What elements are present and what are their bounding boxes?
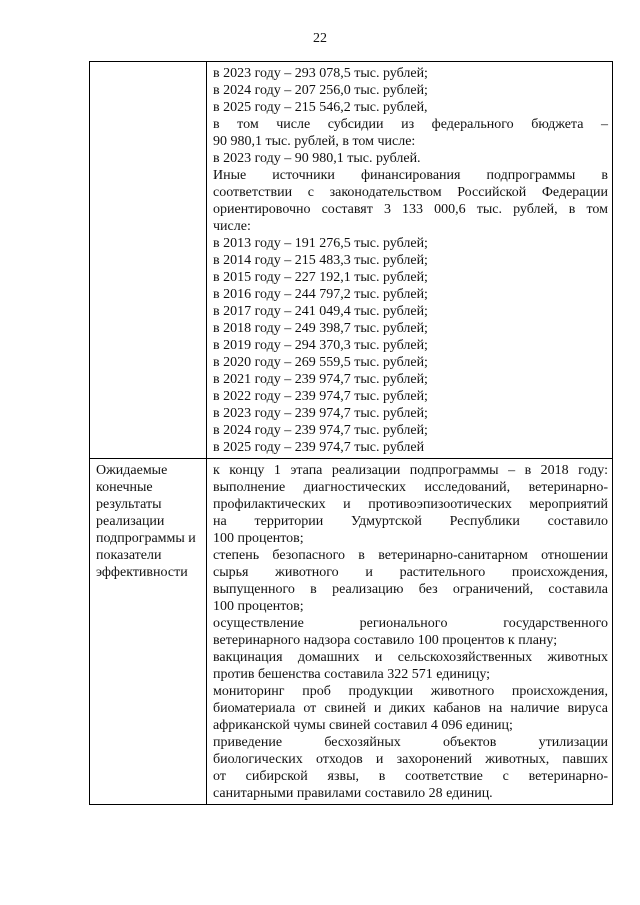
text-line: в 2025 году – 215 546,2 тыс. рублей, bbox=[213, 100, 428, 115]
text-line: выполнение диагностических исследований, ветеринарно- bbox=[213, 480, 608, 495]
text-line: 100 процентов; bbox=[213, 599, 304, 614]
text-line: биологических отходов и захоронений животных, павших bbox=[213, 752, 608, 767]
text-line: в 2016 году – 244 797,2 тыс. рублей; bbox=[213, 287, 428, 302]
text-line: в 2015 году – 227 192,1 тыс. рублей; bbox=[213, 270, 428, 285]
label-line: Ожидаемые bbox=[96, 463, 168, 478]
expected-results-label bbox=[90, 459, 207, 805]
text-line: в 2019 году – 294 370,3 тыс. рублей; bbox=[213, 338, 428, 353]
table-row-financing bbox=[90, 62, 613, 459]
label-line: конечные bbox=[96, 480, 153, 495]
text-line: степень безопасного в ветеринарно-санитарном отношении bbox=[213, 548, 608, 563]
label-line: результаты bbox=[96, 497, 162, 512]
text-line: от сибирской язвы, в соответствие с ветеринарно- bbox=[213, 769, 608, 784]
text-line: в 2013 году – 191 276,5 тыс. рублей; bbox=[213, 236, 428, 251]
text-line: ориентировочно составят 3 133 000,6 тыс. рублей, в том bbox=[213, 202, 608, 217]
label-line: реализации bbox=[96, 514, 165, 529]
text-line: в 2021 году – 239 974,7 тыс. рублей; bbox=[213, 372, 428, 387]
text-line: в 2024 году – 207 256,0 тыс. рублей; bbox=[213, 83, 428, 98]
label-line: подпрограммы и bbox=[96, 531, 196, 546]
text-line: выпущенного в реализацию без ограничений, составила bbox=[213, 582, 608, 597]
row-label-cell bbox=[90, 62, 207, 459]
text-line: профилактических и противоэпизоотических мероприятий bbox=[213, 497, 608, 512]
text-line: соответствии с законодательством Российской Федерации bbox=[213, 185, 608, 200]
text-line: к концу 1 этапа реализации подпрограммы – в 2018 году: bbox=[213, 463, 608, 478]
text-line: ветеринарного надзора составило 100 процентов к плану; bbox=[213, 633, 558, 648]
text-line: мониторинг проб продукции животного происхождения, bbox=[213, 684, 608, 699]
text-line: приведение бесхозяйных объектов утилизации bbox=[213, 735, 608, 750]
page-number: 22 bbox=[313, 31, 327, 46]
text-line: в том числе субсидии из федерального бюджета – bbox=[213, 117, 608, 132]
text-line: вакцинация домашних и сельскохозяйственных животных bbox=[213, 650, 608, 665]
text-line: санитарными правилами составило 28 единиц. bbox=[213, 786, 493, 801]
text-line: сырья животного и растительного происхождения, bbox=[213, 565, 608, 580]
text-line: против бешенства составила 322 571 единицу; bbox=[213, 667, 491, 682]
text-line: в 2023 году – 293 078,5 тыс. рублей; bbox=[213, 66, 428, 81]
text-line: биоматериала от свиней и диких кабанов на наличие вируса bbox=[213, 701, 608, 716]
label-line: эффективности bbox=[96, 565, 188, 580]
text-line: Иные источники финансирования подпрограммы в bbox=[213, 168, 608, 183]
text-line: в 2020 году – 269 559,5 тыс. рублей; bbox=[213, 355, 428, 370]
expected-results-text-cell bbox=[207, 459, 613, 805]
text-line: в 2023 году – 90 980,1 тыс. рублей. bbox=[213, 151, 421, 166]
text-line: в 2014 году – 215 483,3 тыс. рублей; bbox=[213, 253, 428, 268]
label-line: показатели bbox=[96, 548, 162, 563]
text-line: на территории Удмуртской Республики составило bbox=[213, 514, 608, 529]
financing-text-cell bbox=[207, 62, 613, 459]
text-line: в 2025 году – 239 974,7 тыс. рублей bbox=[213, 440, 425, 455]
text-line: осуществление региональногo государственного bbox=[213, 616, 608, 631]
text-line: 90 980,1 тыс. рублей, в том числе: bbox=[213, 134, 416, 149]
text-line: в 2023 году – 239 974,7 тыс. рублей; bbox=[213, 406, 428, 421]
table-row-expected-results bbox=[90, 459, 613, 805]
text-line: африканской чумы свиней составил 4 096 единиц; bbox=[213, 718, 513, 733]
text-line: в 2018 году – 249 398,7 тыс. рублей; bbox=[213, 321, 428, 336]
text-line: 100 процентов; bbox=[213, 531, 304, 546]
text-line: в 2022 году – 239 974,7 тыс. рублей; bbox=[213, 389, 428, 404]
text-line: числе: bbox=[213, 219, 251, 234]
text-line: в 2017 году – 241 049,4 тыс. рублей; bbox=[213, 304, 428, 319]
program-passport-table bbox=[89, 61, 613, 805]
text-line: в 2024 году – 239 974,7 тыс. рублей; bbox=[213, 423, 428, 438]
